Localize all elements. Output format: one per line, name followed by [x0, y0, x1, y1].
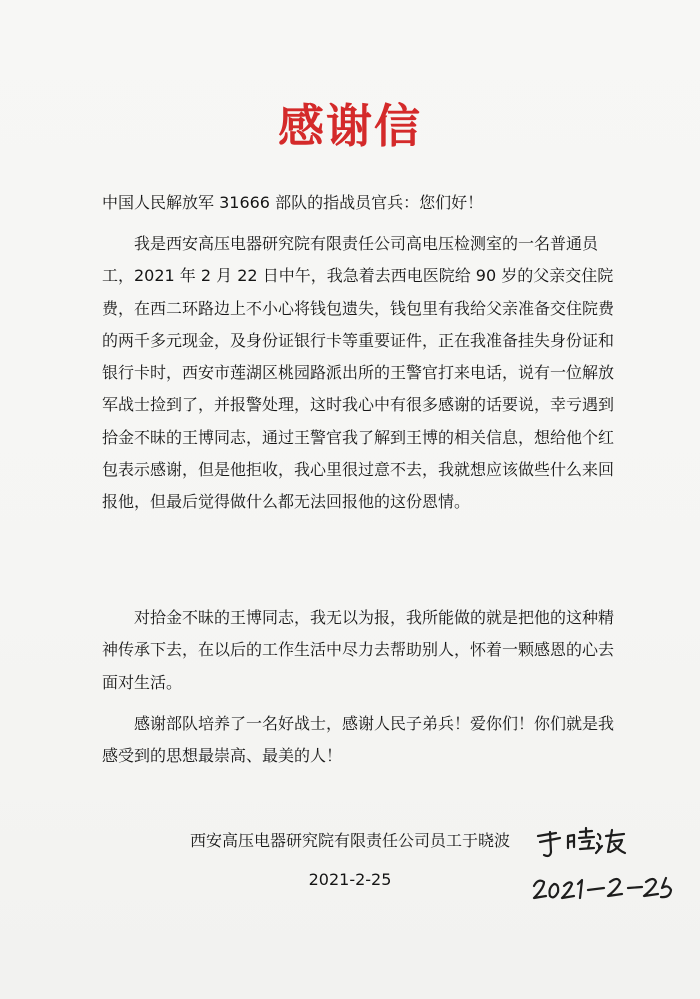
letter-date: 2021-2-25 [308, 870, 392, 889]
letter-paragraph-1: 我是西安高压电器研究院有限责任公司高电压检测室的一名普通员工，2021 年 2 月 22 日中午，我急着去西电医院给 90 岁的父亲交住院费，在西二环路边上不小心将钱包遗失，钱包里有我给父亲准备交住院费的两千多元现金，及身份证银行卡等重要证件，正在我准备挂失身份证和银行卡时，西安市莲湖区桃园路派出所的王警官打来电话，说有一位解放军战士捡到了，并报警处理，这时我心中有很多感谢的话要说，幸亏遇到拾金不昧的王博同志，通过王警官我了解到王博的相关信息，想给他个红包表示感谢，但是他拒收，我心里很过意不去，我就想应该做些什么来回报他，但最后觉得做什么都无法回报他的这份恩情。 [102, 234, 615, 512]
letter-title: 感谢信 [278, 99, 422, 153]
handwritten-date [528, 860, 678, 910]
letter-salutation: 中国人民解放军 31666 部队的指战员官兵：您们好！ [102, 193, 484, 212]
letter-signer: 西安高压电器研究院有限责任公司员工于晓波 [189, 831, 510, 850]
letter-paragraph-3: 感谢部队培养了一名好战士，感谢人民子弟兵！爱你们！你们就是我感受到的思想最崇高、最美的人！ [102, 714, 615, 766]
letter-paragraph-2: 对拾金不昧的王博同志，我无以为报，我所能做的就是把他的这种精神传承下去，在以后的工作生活中尽力去帮助别人，怀着一颗感恩的心去面对生活。 [102, 608, 615, 692]
